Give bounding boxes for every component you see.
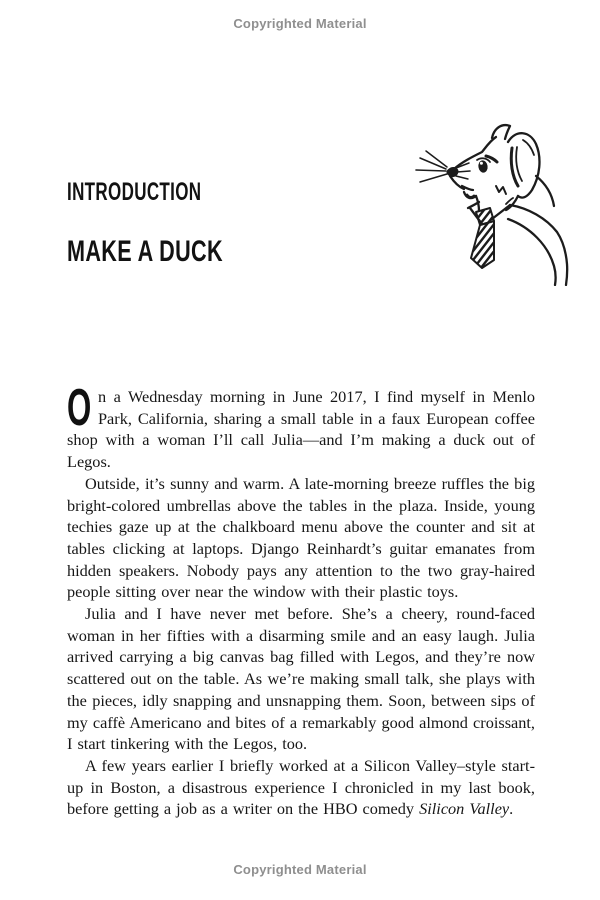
body-text [67,379,535,820]
paragraph-4-book-title: Silicon Valley [419,799,510,819]
mouse-eye [478,160,489,174]
paragraph-4-lead: A few years earlier I briefly worked at a Silicon Valley–style start-up in Boston, a disastrous experience I chronicled in my last book, before getting a job as a writer on the HBO comedy [67,755,535,819]
paragraph-4-tail: . [509,799,514,819]
paragraph-2: Outside, it’s sunny and warm. A late-morning breeze ruffles the big bright-colored umbrellas above the tables in the plaza. Inside, young techies gaze up at the chalkboard menu above the counter and sit at tables clicking at laptops. Django Reinhardt’s guitar emanates from hidden speakers. Nobody pays any attention to the two gray-haired people sitting over near the window with their plastic toys. [67,473,535,602]
chapter-title: MAKE A DUCK [67,235,223,269]
copyright-notice-top: Copyrighted Material [233,16,367,31]
mouse-illustration [410,118,570,286]
paragraph-4 [67,755,535,820]
whiskers [416,151,470,182]
drop-cap-letter: O [67,379,92,437]
paragraph-opening-text: n a Wednesday morning in June 2017, I find myself in Menlo Park, California, sharing a small table in a faux European coffee shop with a woman I’ll call Julia—and I’m making a duck out of Legos. [67,387,535,472]
mouse-nose [447,167,458,176]
drop-cap [67,379,92,437]
copyright-notice-bottom: Copyrighted Material [233,862,367,877]
paragraph-3: Julia and I have never met before. She’s a cheery, round-faced woman in her fifties with a disarming smile and an easy laugh. Julia arrived carrying a big canvas bag filled with Legos, and they’re now scattered out on the table. As we’re making small talk, she plays with the pieces, idly snapping and unsnapping them. Soon, between sips of my caffè Americano and bites of a remarkably good almond croissant, I start tinkering with the Legos, too. [67,604,535,754]
paragraph-opening [67,379,535,473]
chapter-kicker: INTRODUCTION [67,177,202,206]
